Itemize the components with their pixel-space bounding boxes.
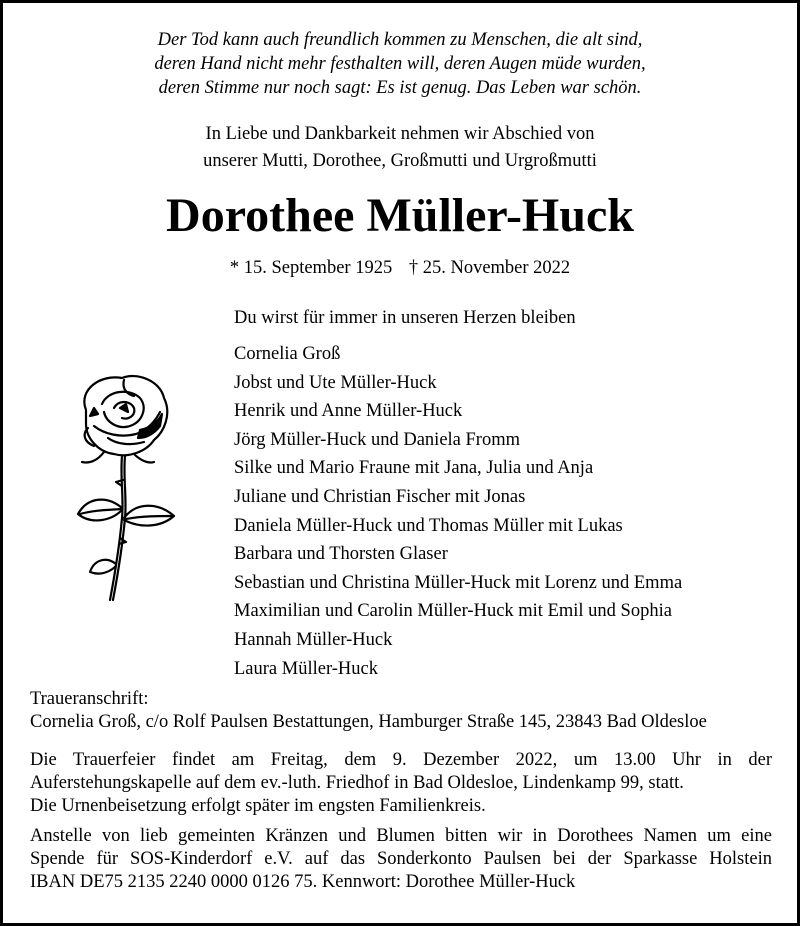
mourners-list (234, 340, 682, 683)
intro-line: unserer Mutti, Dorothee, Großmutti und Urgroßmutti (203, 151, 597, 171)
mourner-item: Barbara und Thorsten Glaser (234, 544, 448, 565)
ceremony-line: Auferstehungskapelle auf dem ev.-luth. Friedhof in Bad Oldesloe, Lindenkamp 99, statt. (30, 773, 684, 793)
mourner-item: Maximilian und Carolin Müller-Huck mit Emil und Sophia (234, 601, 672, 622)
poem-line: deren Stimme nur noch sagt: Es ist genug. Das Leben war schön. (158, 78, 642, 98)
mourner-item: Silke und Mario Fraune mit Jana, Julia und Anja (234, 458, 594, 479)
ceremony-line: Die Trauerfeier findet am Freitag, dem 9. Dezember 2022, um 13.00 Uhr in der (30, 750, 772, 770)
mourner-item: Hannah Müller-Huck (234, 629, 393, 650)
deceased-name: Dorothee Müller-Huck (166, 189, 634, 242)
mourner-item: Jobst und Ute Müller-Huck (234, 372, 437, 393)
mourner-item: Laura Müller-Huck (234, 658, 378, 679)
donation-info (30, 825, 772, 894)
birth-date: * 15. September 1925 (229, 258, 393, 278)
mourner-item: Jörg Müller-Huck und Daniela Fromm (234, 429, 520, 450)
mourner-item: Daniela Müller-Huck und Thomas Müller mit Lukas (234, 515, 623, 536)
rose-illustration (64, 368, 188, 618)
donation-line: Anstelle von lieb gemeinten Kränzen und Blumen bitten wir in Dorothees Namen um eine (30, 826, 772, 846)
poem-line: deren Hand nicht mehr festhalten will, deren Augen müde wurden, (154, 54, 646, 74)
mourner-item: Henrik und Anne Müller-Huck (234, 401, 463, 422)
mourning-address: Cornelia Groß, c/o Rolf Paulsen Bestattungen, Hamburger Straße 145, 23843 Bad Oldesloe (30, 712, 707, 732)
ceremony-info (30, 749, 772, 818)
poem-line: Der Tod kann auch freundlich kommen zu Menschen, die alt sind, (157, 30, 643, 50)
mourner-item: Juliane und Christian Fischer mit Jonas (234, 486, 526, 507)
tagline: Du wirst für immer in unseren Herzen bleiben (234, 308, 576, 328)
mourner-item: Cornelia Groß (234, 344, 341, 364)
donation-line: Spende für SOS-Kinderdorf e.V. auf das Sonderkonto Paulsen bei der Sparkasse Holstein (30, 849, 772, 869)
address-label: Traueranschrift: (30, 689, 149, 709)
death-date: † 25. November 2022 (408, 258, 571, 278)
poem (0, 28, 800, 100)
intro-text (0, 121, 800, 175)
mourner-item: Sebastian und Christina Müller-Huck mit Lorenz und Emma (234, 572, 683, 593)
life-dates (0, 256, 800, 280)
intro-line: In Liebe und Dankbarkeit nehmen wir Abschied von (205, 124, 595, 144)
donation-line: IBAN DE75 2135 2240 0000 0126 75. Kennwort: Dorothee Müller-Huck (30, 872, 576, 892)
ceremony-line: Die Urnenbeisetzung erfolgt später im engsten Familienkreis. (30, 796, 486, 816)
